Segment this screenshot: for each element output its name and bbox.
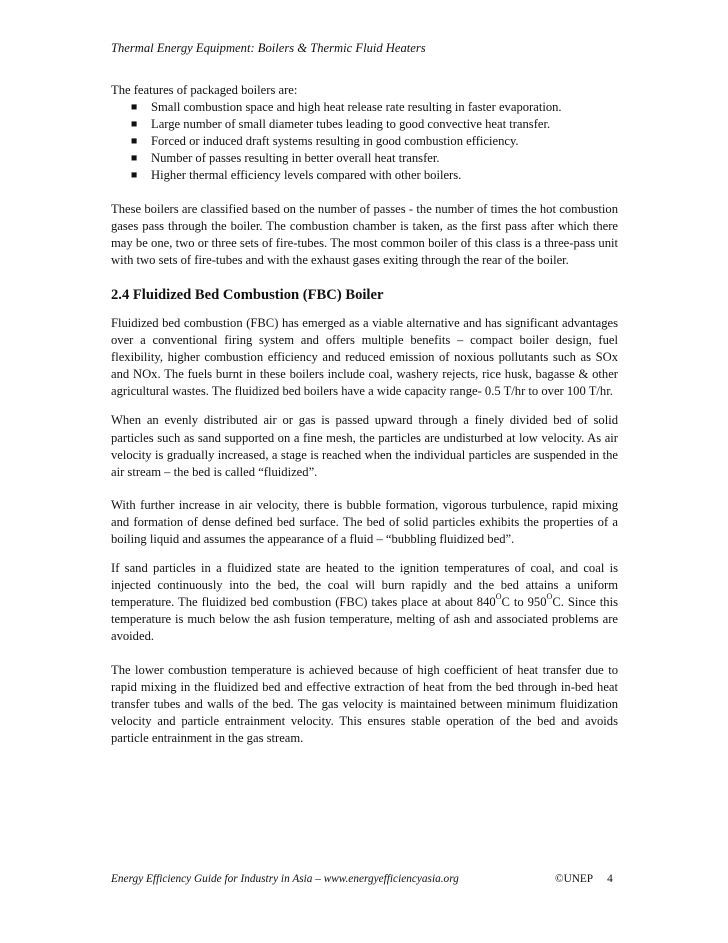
bullet-square-icon: ■: [131, 170, 138, 182]
degree-superscript: O: [495, 592, 502, 602]
list-item: [111, 116, 618, 133]
page-body: [111, 82, 618, 747]
list-item-text: Large number of small diameter tubes leading to good convective heat transfer.: [151, 117, 551, 132]
features-intro: The features of packaged boilers are:: [111, 83, 298, 97]
degree-superscript: O: [546, 592, 553, 602]
list-item-text: Forced or induced draft systems resulting in good combustion efficiency.: [151, 134, 519, 149]
paragraph-fbc-temperature: If sand particles in a fluidized state are heated to the ignition temperatures of coal, and coal is injected continuously into the bed, the coal will burn rapidly and the bed attains a uniform temperature. The fluidized bed combustion (FBC) takes place at about $840^OC$ to $950^OC$. Since this temperature is much below the ash fusion temperature, melting of ash and associated problems are avoided.: [111, 561, 618, 644]
paragraph-fbc-bubbling: With further increase in air velocity, there is bubble formation, vigorous turbulence, rapid mixing and formation of dense defined bed surface. The bed of solid particles exhibits the properties of a boiling liquid and assumes the appearance of a fluid – “bubbling fluidized bed”.: [111, 497, 618, 546]
running-header: Thermal Energy Equipment: Boilers & Thermic Fluid Heaters: [111, 41, 426, 55]
footer-copyright: ©UNEP: [555, 873, 594, 885]
list-item: [111, 167, 618, 184]
list-item-text: Higher thermal efficiency levels compared with other boilers.: [151, 168, 462, 183]
list-item: [111, 99, 618, 116]
bullet-square-icon: ■: [131, 153, 138, 165]
footer-right: [555, 872, 613, 886]
bullet-square-icon: ■: [131, 102, 138, 114]
page-number: 4: [607, 873, 613, 885]
footer-source: Energy Efficiency Guide for Industry in Asia – www.energyefficiencyasia.org: [111, 873, 459, 885]
features-list: [111, 99, 618, 184]
paragraph-passes: These boilers are classified based on the number of passes - the number of times the hot combustion gases pass through the boiler. The combustion chamber is taken, as the first pass after which there may be one, two or three sets of fire-tubes. The most common boiler of this class is a three-pass unit with two sets of fire-tubes and with the exhaust gases exiting through the rear of the boiler.: [111, 201, 618, 267]
section-heading: 2.4 Fluidized Bed Combustion (FBC) Boiler: [111, 286, 384, 303]
page-footer: [111, 872, 621, 886]
paragraph-fbc-intro: Fluidized bed combustion (FBC) has emerged as a viable alternative and has significant advantages over a conventional firing system and offers multiple benefits – compact boiler design, fuel flexibility, higher combustion efficiency and reduced emission of noxious pollutants such as SOx and NOx. The fuels burnt in these boilers include coal, washery rejects, rice husk, bagasse & other agricultural wastes. The fluidized bed boilers have a wide capacity range- 0.5 T/hr to over 100 T/hr.: [111, 315, 618, 399]
list-item-text: Number of passes resulting in better overall heat transfer.: [151, 151, 440, 166]
bullet-square-icon: ■: [131, 136, 138, 148]
list-item: [111, 133, 618, 150]
bullet-square-icon: ■: [131, 119, 138, 131]
list-item-text: Small combustion space and high heat release rate resulting in faster evaporation.: [151, 100, 562, 115]
paragraph-fbc-heat-transfer: The lower combustion temperature is achieved because of high coefficient of heat transfer due to rapid mixing in the fluidized bed and effective extraction of heat from the bed through in-bed heat transfer tubes and walls of the bed. The gas velocity is maintained between minimum fluidization velocity and particle entrainment velocity. This ensures stable operation of the bed and avoids particle entrainment in the gas stream.: [111, 662, 618, 745]
paragraph-fbc-fluidization: When an evenly distributed air or gas is passed upward through a finely divided bed of solid particles such as sand supported on a fine mesh, the particles are undisturbed at low velocity. As air velocity is gradually increased, a stage is reached when the individual particles are suspended in the air stream – the bed is called “fluidized”.: [111, 413, 618, 479]
list-item: [111, 150, 618, 167]
